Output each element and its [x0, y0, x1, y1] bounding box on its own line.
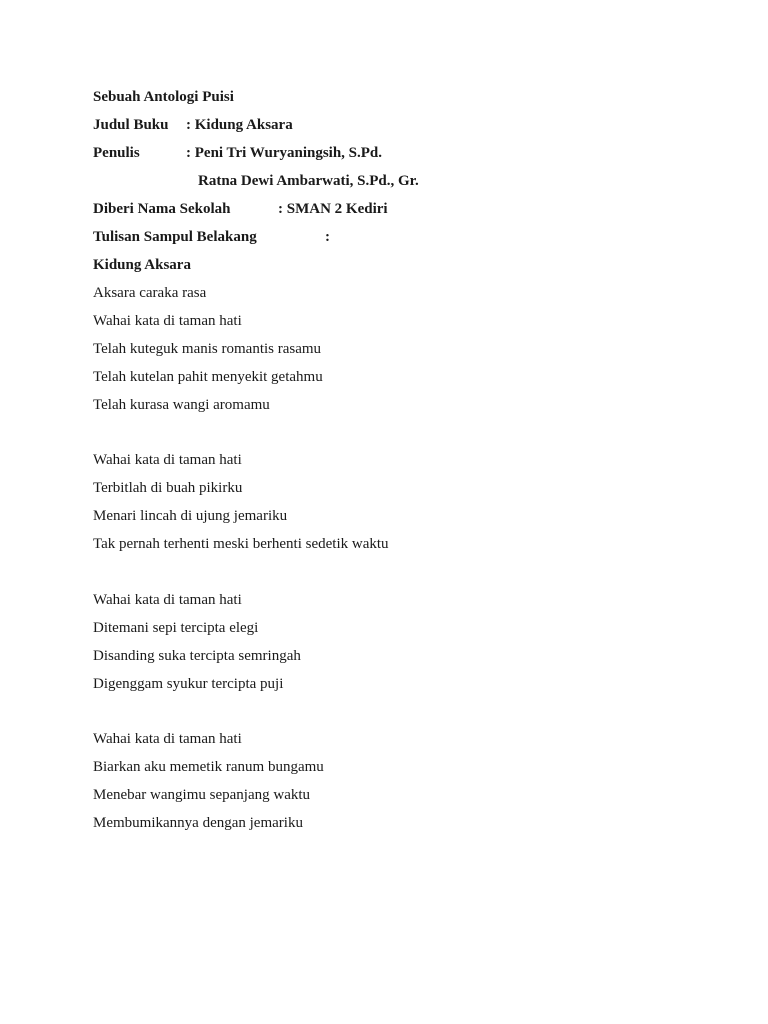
poem-line: Wahai kata di taman hati [93, 313, 242, 329]
poem-line: Telah kuteguk manis romantis rasamu [93, 341, 322, 357]
poem-line: Aksara caraka rasa [93, 285, 207, 301]
poem-line: Digenggam syukur tercipta puji [93, 676, 284, 692]
school-label: Diberi Nama Sekolah [93, 201, 231, 217]
book-title-row [0, 116, 768, 134]
poem-line: Terbitlah di buah pikirku [93, 480, 243, 496]
author-value-2: Ratna Dewi Ambarwati, S.Pd., Gr. [198, 173, 419, 189]
school-row [0, 200, 768, 218]
poem-line: Tak pernah terhenti meski berhenti sedetik waktu [93, 536, 389, 552]
poem-line: Membumikannya dengan jemariku [93, 815, 303, 831]
back-cover-label: Tulisan Sampul Belakang [93, 229, 257, 245]
poem-title: Kidung Aksara [93, 257, 191, 273]
poem-line: Biarkan aku memetik ranum bungamu [93, 759, 324, 775]
school-value: : SMAN 2 Kediri [278, 201, 388, 217]
book-title-label: Judul Buku [93, 117, 169, 133]
book-title-value: : Kidung Aksara [186, 117, 293, 133]
poem-line: Wahai kata di taman hati [93, 592, 242, 608]
poem-line: Ditemani sepi tercipta elegi [93, 620, 259, 636]
author-row [0, 144, 768, 162]
poem-line: Disanding suka tercipta semringah [93, 648, 301, 664]
back-cover-row [0, 228, 768, 246]
poem-line: Wahai kata di taman hati [93, 731, 242, 747]
author-value-1: : Peni Tri Wuryaningsih, S.Pd. [186, 145, 383, 161]
poem-line: Menebar wangimu sepanjang waktu [93, 787, 311, 803]
poem-line: Menari lincah di ujung jemariku [93, 508, 288, 524]
poem-line: Wahai kata di taman hati [93, 452, 242, 468]
back-cover-colon: : [325, 229, 330, 245]
author-label: Penulis [93, 145, 140, 161]
anthology-heading: Sebuah Antologi Puisi [93, 89, 234, 105]
poem-line: Telah kurasa wangi aromamu [93, 397, 270, 413]
poem-line: Telah kutelan pahit menyekit getahmu [93, 369, 323, 385]
